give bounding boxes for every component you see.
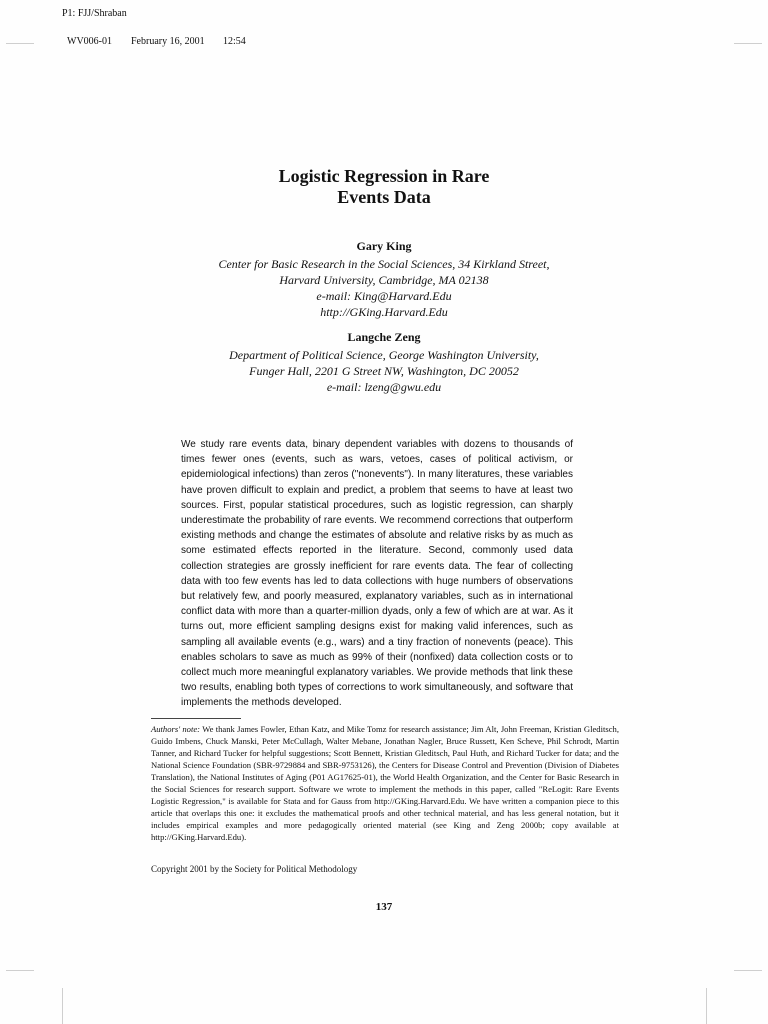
author-name: Gary King: [356, 239, 412, 253]
crop-mark: [6, 43, 34, 44]
footnote-rule: [151, 718, 241, 719]
author-block: [0, 238, 768, 320]
running-header-line1: P1: FJJ/Shraban: [62, 8, 127, 19]
copyright-notice: Copyright 2001 by the Society for Political Methodology: [151, 864, 358, 874]
running-header-line2: [62, 22, 246, 48]
author-url[interactable]: http://GKing.Harvard.Edu: [320, 305, 448, 319]
crop-mark: [6, 970, 34, 971]
manuscript-code: WV006-01: [67, 36, 112, 47]
title-line: Events Data: [337, 187, 431, 207]
crop-mark: [734, 970, 762, 971]
crop-mark: [706, 988, 707, 1024]
author-name: Langche Zeng: [347, 330, 421, 344]
author-block: [0, 329, 768, 395]
header-time: 12:54: [223, 36, 246, 47]
affiliation-line: Funger Hall, 2201 G Street NW, Washington, DC 20052: [249, 364, 519, 378]
footnote-text: We thank James Fowler, Ethan Katz, and Mike Tomz for research assistance; Jim Alt, John Freeman, Kristian Gleditsch, Guido Imbens, Chuck Manski, Peter McCullagh, Walter Mebane, Jonathan Nagler, Bruce Russett, Ken Scheve, Phil Schrodt, Martin Tanner, and Richard Tucker for helpful suggestions; Scott Bennett, Kristian Gleditsch, Paul Huth, and Richard Tucker for data; and the National Science Foundation (SBR-9729884 and SBR-9753126), the Centers for Disease Control and Prevention (Division of Diabetes Translation), the National Institutes of Aging (P01 AG17625-01), the World Health Organization, and the Center for Basic Research in the Social Sciences for research support. Software we wrote to implement the methods in this paper, called "ReLogit: Rare Events Logistic Regression," is available for Stata and for Gauss from http://GKing.Harvard.Edu. We have written a companion piece to this article that overlaps this one: it excludes the mathematical proofs and other technical material, and has less general notation, but it includes empirical examples and more pedagogically oriented material (see King and Zeng 2000b; copy available at http://GKing.Harvard.Edu).: [151, 724, 619, 842]
affiliation-line: Center for Basic Research in the Social Sciences, 34 Kirkland Street,: [218, 257, 550, 271]
crop-mark: [734, 43, 762, 44]
title-line: Logistic Regression in Rare: [278, 166, 490, 186]
paper-title: [0, 166, 768, 208]
authors-note: [151, 723, 619, 843]
abstract: We study rare events data, binary dependent variables with dozens to thousands of times fewer ones (events, such as wars, vetoes, cases of political activism, or epidemiological infections) than zeros ("nonevents"). In many literatures, these variables have proven difficult to explain and predict, a problem that seems to have at least two sources. First, popular statistical procedures, such as logistic regression, can sharply underestimate the probability of rare events. We recommend corrections that outperform existing methods and change the estimates of absolute and relative risks by as much as some estimated effects reported in the literature. Second, commonly used data collection strategies are grossly inefficient for rare events data. The fear of collecting data with too few events has led to data collections with huge numbers of observations but relatively few, and poorly measured, explanatory variables, such as in international conflict data with more than a quarter-million dyads, only a few of which are at war. As it turns out, more efficient sampling designs exist for making valid inferences, such as sampling all available events (e.g., wars) and a tiny fraction of nonevents (peace). This enables scholars to save as much as 99% of their (nonfixed) data collection costs or to collect much more meaningful explanatory variables. We provide methods that link these two results, enabling both types of corrections to work simultaneously, and software that implements the methods developed.: [181, 439, 573, 709]
crop-mark: [62, 988, 63, 1024]
page-number: 137: [375, 901, 393, 913]
author-email[interactable]: e-mail: lzeng@gwu.edu: [326, 380, 442, 394]
footnote-label: Authors' note:: [151, 724, 201, 734]
affiliation-line: Department of Political Science, George Washington University,: [229, 348, 539, 362]
affiliation-line: Harvard University, Cambridge, MA 02138: [279, 273, 489, 287]
header-date: February 16, 2001: [131, 36, 205, 47]
author-email[interactable]: e-mail: King@Harvard.Edu: [316, 289, 452, 303]
